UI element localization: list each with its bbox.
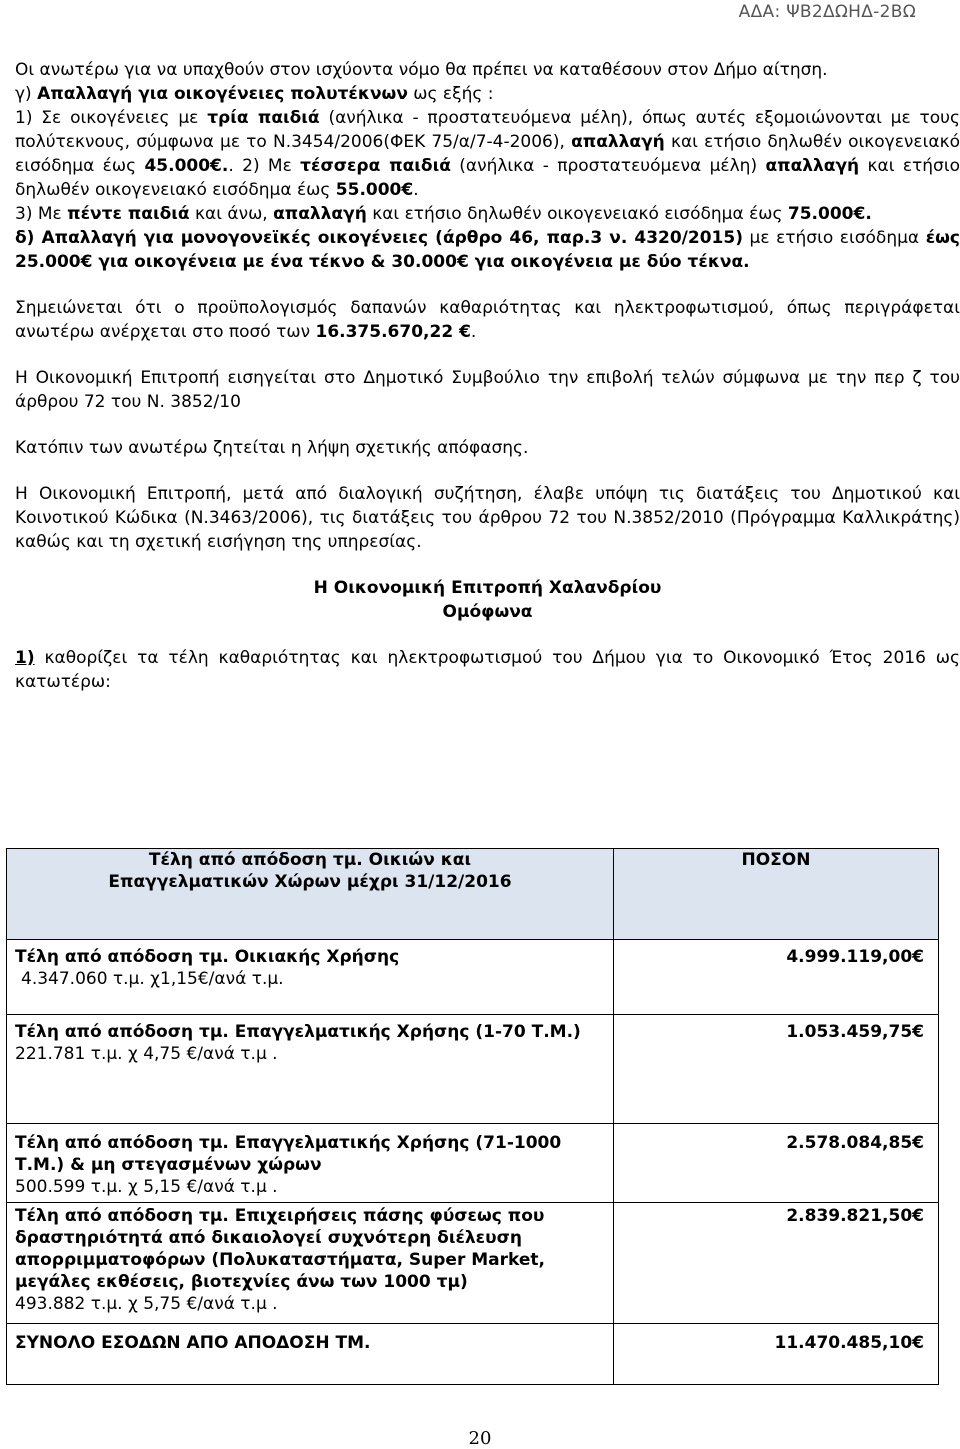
decision-paragraph [15,646,960,694]
ada-code: ΑΔΑ: ΨΒ2ΔΩΗΔ-2ΒΩ [738,2,916,22]
item1-exemption: απαλλαγή [571,132,665,152]
item1-end: . [228,156,234,176]
row-detail: 4.347.060 τ.μ. χ1,15€/ανά τ.μ. [21,969,284,989]
intro-paragraph: Οι ανωτέρω για να υπαχθούν στον ισχύοντα νόμο θα πρέπει να καταθέσουν στον Δήμο αίτηση. [15,60,828,80]
unanimous-label: Ομόφωνα [442,602,533,622]
item2-end: . [413,180,419,200]
section-g-item-1 [15,106,960,202]
header-description-line-1: Τέλη από απόδοση τμ. Οικιών και [148,850,472,870]
table-header-row [7,849,939,940]
total-label: ΣΥΝΟΛΟ ΕΣΟΔΩΝ ΑΠΟ ΑΠΟΔΟΣΗ ΤΜ. [7,1324,614,1385]
item1-text-c: (ανήλικα - προστατευόμενα μέλη), όπως αυτές εξομοιώνονται με τους πολύτεκνους, σύμφωνα με το Ν.3454/2006(ΦΕΚ 75/α/7-4-2006), [15,108,960,152]
item1-text-a: 1) Σε οικογένειες με [15,108,208,128]
item3-text-e: και ετήσιο δηλωθέν οικογενειακό εισόδημα έως [366,204,788,224]
proposal-paragraph: Η Οικονομική Επιτροπή εισηγείται στο Δημοτικό Συμβούλιο την επιβολή τελών σύμφωνα με την περ ζ του άρθρου 72 του Ν. 3852/10 [15,368,960,412]
document-body [15,58,960,694]
section-d [15,226,960,274]
row-detail: 500.599 τ.μ. χ 5,15 €/ανά τ.μ . [15,1177,278,1197]
table-row [7,1015,939,1124]
item2-text-c: (ανήλικα - προστατευόμενα μέλη) [450,156,766,176]
section-d-limits: έως 25.000€ για οικογένεια με ένα τέκνο & 30.000€ για οικογένεια με δύο τέκνα. [15,228,960,272]
item2-income: 55.000€ [335,180,414,200]
budget-end: . [470,322,477,342]
item2-text-a: 2) Με [242,156,301,176]
row-title: Τέλη από απόδοση τμ. Επαγγελματικής Χρήσης (1-70 Τ.Μ.) [15,1022,581,1042]
section-d-text: με ετήσιο εισόδημα [742,228,926,248]
row-description [7,940,614,1015]
decision-text: καθορίζει τα τέλη καθαριότητας και ηλεκτροφωτισμού του Δήμου για το Οικονομικό Έτος 2016 ως κατωτέρω: [15,648,960,692]
section-g-suffix: ως εξής : [407,84,494,104]
row-detail: 221.781 τ.μ. χ 4,75 €/ανά τ.μ . [15,1044,278,1064]
item3-exemption: απαλλαγή [273,204,367,224]
fees-table [6,848,939,1385]
decision-number: 1) [15,648,35,668]
request-paragraph: Κατόπιν των ανωτέρω ζητείται η λήψη σχετικής απόφασης. [15,438,529,458]
item2-exemption: απαλλαγή [765,156,860,176]
item3-text-c: και άνω, [189,204,274,224]
row-title: Τέλη από απόδοση τμ. Οικιακής Χρήσης [15,947,400,967]
consideration-paragraph: Η Οικονομική Επιτροπή, μετά από διαλογική συζήτηση, έλαβε υπόψη τις διατάξεις του Δημοτικού και Κοινοτικού Κώδικα (Ν.3463/2006), τις διατάξεις του άρθρου 72 του Ν.3852/2010 (Πρόγραμμα Καλλικράτης) καθώς και τη σχετική εισήγηση της υπηρεσίας. [15,484,960,552]
row-description [7,1124,614,1203]
item3-text-a: 3) Με [15,204,68,224]
item2-children: τέσσερα παιδιά [300,156,451,176]
page-number: 20 [468,1428,492,1449]
row-amount: 2.839.821,50€ [614,1203,939,1324]
item3-children: πέντε παιδιά [67,204,190,224]
table-total-row [7,1324,939,1385]
row-description [7,1203,614,1324]
total-amount: 11.470.485,10€ [614,1324,939,1385]
row-detail: 493.882 τ.μ. χ 5,75 €/ανά τ.μ . [15,1294,278,1314]
section-g-title: Απαλλαγή για οικογένειες πολυτέκνων [37,84,408,104]
row-title: Τέλη από απόδοση τμ. Επαγγελματικής Χρήσης (71-1000 Τ.Μ.) & μη στεγασμένων χώρων [15,1133,562,1175]
header-description-line-2: Επαγγελματικών Χώρων μέχρι 31/12/2016 [108,872,512,892]
row-amount: 1.053.459,75€ [614,1015,939,1124]
budget-amount: 16.375.670,22 € [315,322,471,342]
budget-paragraph [15,296,960,344]
table-row [7,940,939,1015]
section-d-title: δ) Απαλλαγή για μονογονεϊκές οικογένειες (άρθρο 46, παρ.3 ν. 4320/2015) [15,228,743,248]
item1-income: 45.000€. [144,156,229,176]
table-row [7,1203,939,1324]
committee-title: Η Οικονομική Επιτροπή Χαλανδρίου [313,578,662,598]
header-description-cell [7,849,614,940]
item1-text-e: και ετήσιο δηλωθέν οικογενειακό εισόδημα έως [15,132,960,176]
section-g-heading [15,82,960,106]
budget-text: Σημειώνεται ότι ο προϋπολογισμός δαπανών καθαριότητας και ηλεκτροφωτισμού, όπως περιγράφεται ανωτέρω ανέρχεται στο ποσό των [15,298,960,342]
row-description [7,1015,614,1124]
item2-text-e: και ετήσιο δηλωθέν οικογενειακό εισόδημα έως [15,156,960,200]
row-amount: 2.578.084,85€ [614,1124,939,1203]
item1-children: τρία παιδιά [207,108,320,128]
row-amount: 4.999.119,00€ [614,940,939,1015]
section-g-prefix: γ) [15,84,38,104]
item3-income: 75.000€. [787,204,872,224]
header-amount-cell: ΠΟΣΟΝ [614,849,939,940]
section-g-item-3 [15,202,960,226]
row-title: Τέλη από απόδοση τμ. Επιχειρήσεις πάσης φύσεως που δραστηριότητά από δικαιολογεί συχνότερη διέλευση απορριμματοφόρων (Πολυκαταστήματα, Super Market, μεγάλες εκθέσεις, βιοτεχνίες άνω των 1000 τμ) [15,1206,545,1292]
table-row [7,1124,939,1203]
